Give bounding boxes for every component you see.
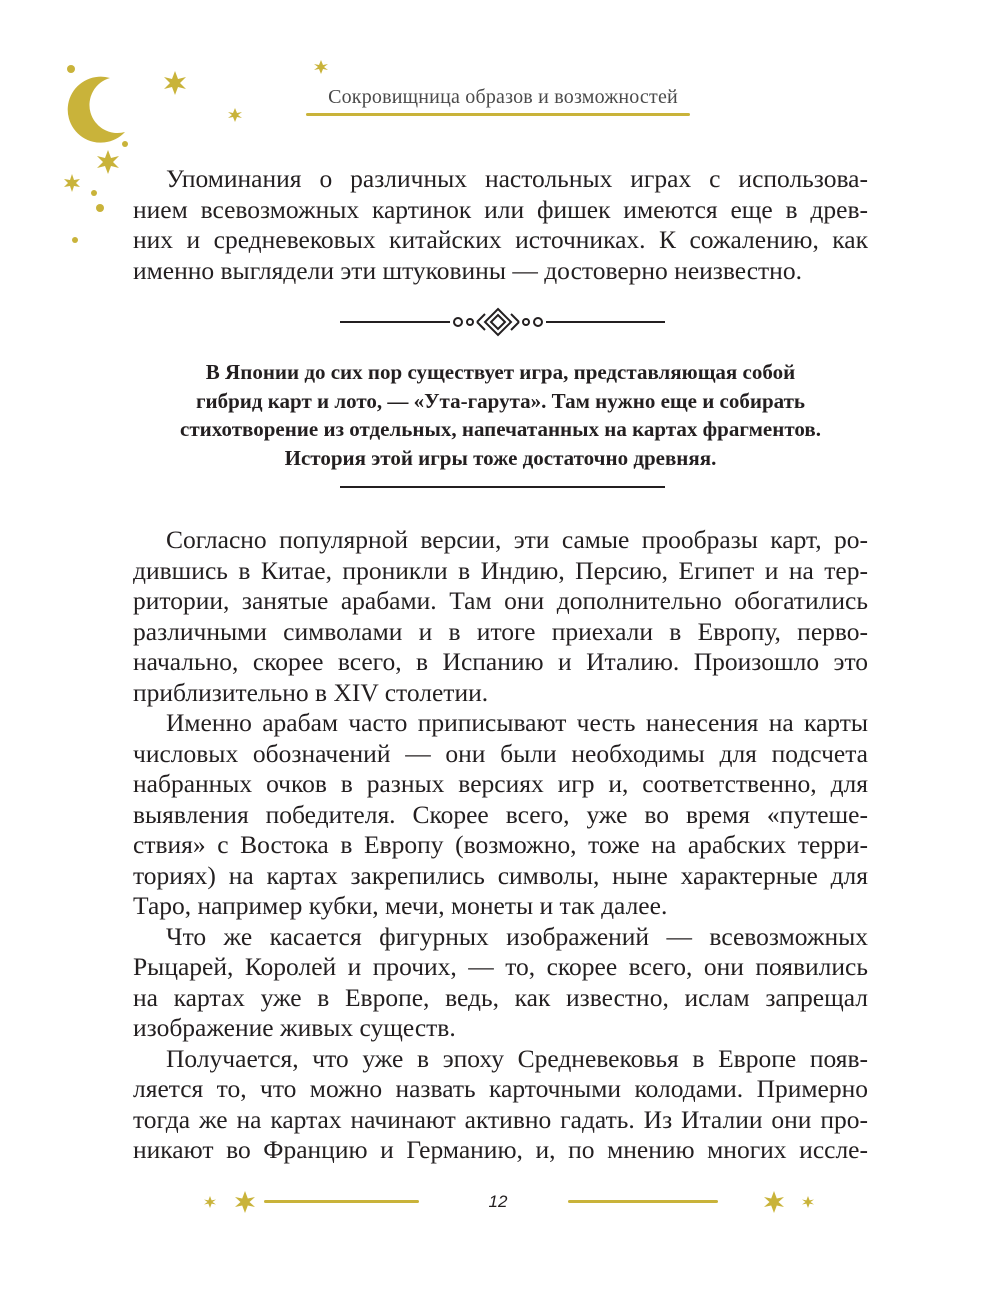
- paragraph: [133, 708, 868, 922]
- dot-icon: [122, 141, 128, 147]
- text-line: Что же касается фигурных изображений — всевозможных: [166, 921, 868, 951]
- ornament-icon: [450, 306, 546, 338]
- body-text: [133, 525, 868, 1166]
- dot-icon: [91, 190, 97, 196]
- star-icon: [314, 60, 328, 74]
- star-icon: [228, 108, 242, 122]
- text-line: приблизительно в XIV столетии.: [133, 677, 489, 707]
- intro-paragraph: [133, 164, 868, 286]
- star-icon: [764, 1191, 784, 1213]
- text-line: числовых обозначений — они были необходимы для подсчета: [133, 738, 868, 768]
- text-line: Согласно популярной версии, эти самые прообразы карт, ро-: [166, 525, 868, 554]
- text-line: ториях) на картах закрепились символы, ныне характерные для: [133, 860, 868, 890]
- callout-line: История этой игры тоже достаточно древняя.: [284, 445, 717, 470]
- text-line: набранных очков в разных версиях игр и, соответственно, для: [133, 769, 868, 798]
- running-header: Сокровищница образов и возможностей: [328, 86, 678, 108]
- ornament-divider-left: [340, 321, 450, 323]
- callout-line: стихотворение из отдельных, напечатанных на картах фрагментов.: [180, 417, 821, 441]
- star-icon: [235, 1191, 255, 1213]
- text-line: Именно арабам часто приписывают честь нанесения на карты: [166, 708, 868, 737]
- callout-note: [133, 358, 868, 472]
- text-line: ритории, занятые арабами. Там они дополнительно обогатились: [133, 586, 868, 615]
- footer-stars-right: [752, 1186, 822, 1218]
- text-line: Рыцарей, Королей и прочих, — то, скорее всего, они появились: [133, 952, 868, 981]
- text-line: Таро, например кубки, мечи, монеты и так далее.: [133, 891, 668, 920]
- footer-rule-left: [264, 1200, 419, 1203]
- star-icon: [97, 150, 119, 174]
- dot-icon: [67, 65, 75, 73]
- text-line: них и средневековых китайских источниках. К сожалению, как: [133, 225, 868, 254]
- text-line: Упоминания о различных настольных играх с использова-: [166, 164, 868, 193]
- star-icon: [802, 1196, 814, 1208]
- paragraph: [133, 1044, 868, 1166]
- star-icon: [64, 174, 80, 192]
- paragraph: [133, 525, 868, 708]
- text-line: выявления победителя. Скорее всего, уже во время «путеше-: [133, 799, 868, 829]
- text-line: начально, скорее всего, в Испанию и Италию. Произошло это: [133, 647, 868, 676]
- callout-bottom-rule: [340, 486, 665, 488]
- text-line: различными символами и в итоге приехали в Европу, перво-: [133, 616, 868, 646]
- star-icon: [204, 1196, 216, 1208]
- callout-line: В Японии до сих пор существует игра, представляющая собой: [205, 360, 796, 384]
- footer-rule-right: [568, 1200, 718, 1203]
- page-number: 12: [488, 1192, 508, 1211]
- star-icon: [164, 71, 186, 95]
- text-line: именно выглядели эти штуковины — достоверно неизвестно.: [133, 255, 802, 285]
- text-line: изображение живых существ.: [133, 1013, 456, 1042]
- paragraph: [133, 922, 868, 1044]
- dot-icon: [96, 204, 104, 212]
- dot-icon: [72, 237, 78, 243]
- callout-line: гибрид карт и лото, — «Ута-гарута». Там нужно еще и собирать: [195, 388, 806, 413]
- text-line: ляется то, что можно назвать карточными колодами. Примерно: [133, 1074, 868, 1103]
- text-line: ствия» с Востока в Европу (возможно, тоже на арабских терри-: [133, 830, 868, 859]
- text-line: никают во Францию и Германию, и, по мнению многих иссле-: [133, 1135, 868, 1164]
- header-rule: [306, 113, 690, 116]
- text-line: Получается, что уже в эпоху Средневековья в Европе появ-: [166, 1043, 868, 1073]
- text-line: на картах уже в Европе, ведь, как известно, ислам запрещал: [133, 982, 868, 1012]
- moon-icon: [68, 77, 125, 143]
- text-line: тогда же на картах начинают активно гадать. Из Италии они про-: [133, 1104, 868, 1134]
- ornament-divider-right: [546, 321, 665, 323]
- text-line: нием всевозможных картинок или фишек имеются еще в древ-: [133, 194, 868, 224]
- text-line: дившись в Китае, проникли в Индию, Персию, Египет и на тер-: [133, 555, 868, 585]
- footer-stars-left: [200, 1186, 270, 1218]
